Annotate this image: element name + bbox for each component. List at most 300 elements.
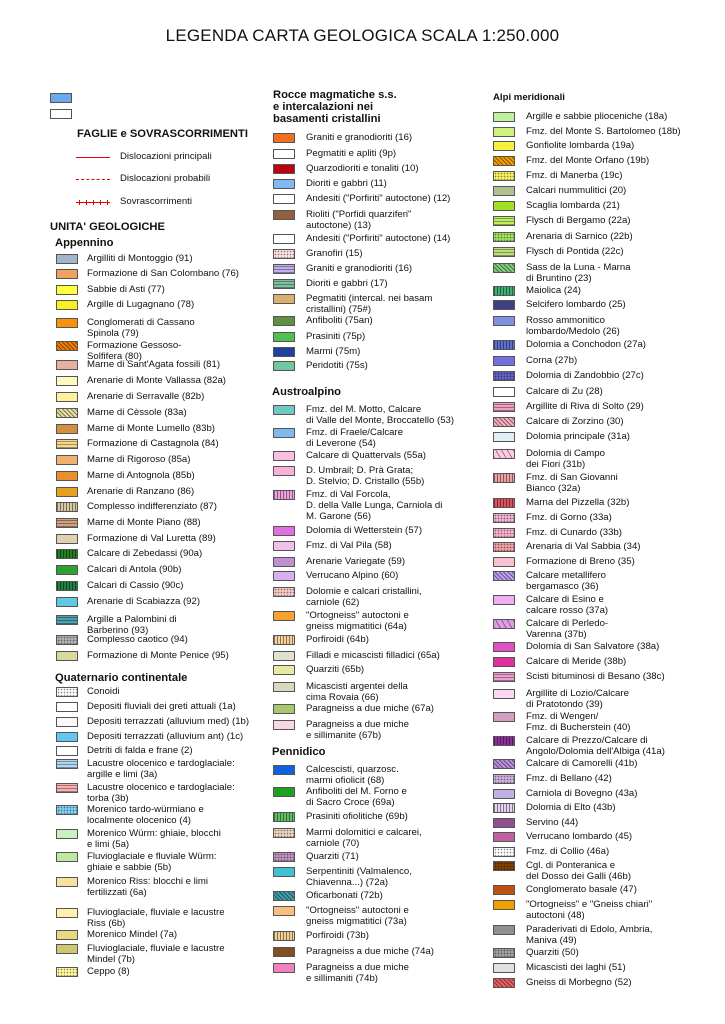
legend-swatch <box>493 286 515 296</box>
legend-label-line2: e sillimaniti (74b) <box>306 973 378 984</box>
legend-swatch <box>493 371 515 381</box>
units-title: UNITA' GEOLOGICHE <box>50 221 165 233</box>
legend-label: Fmz. di Wengen/ <box>526 711 599 722</box>
legend-swatch <box>56 424 78 434</box>
legend-swatch <box>493 803 515 813</box>
legend-label: Argillite di Lozio/Calcare <box>526 688 629 699</box>
legend-label: Corna (27b) <box>526 355 578 366</box>
legend-label: Fluvioglaciale, fluviale e lacustre <box>87 943 225 954</box>
legend-label: Marne di Monte Piano (88) <box>87 517 201 528</box>
legend-label: Quarziti (65b) <box>306 664 365 675</box>
legend-label: Calcare metallifero <box>526 570 606 581</box>
legend-label-line2: Barberino (93) <box>87 625 149 636</box>
legend-swatch <box>273 765 295 775</box>
legend-label: Dolomia di Wetterstein (57) <box>306 525 423 536</box>
legend-label: Dolomia principale (31a) <box>526 431 630 442</box>
legend-swatch <box>493 316 515 326</box>
legend-label: Depositi terrazzati (alluvium med) (1b) <box>87 716 250 727</box>
legend-swatch <box>56 565 78 575</box>
legend-swatch <box>56 581 78 591</box>
legend-swatch <box>56 877 78 887</box>
legend-label: Fmz. di Collio (46a) <box>526 846 610 857</box>
legend-label-line2: autoctone) (13) <box>306 220 372 231</box>
legend-label: Fmz. di Manerba (19c) <box>526 170 623 181</box>
legend-label: Fmz. di San Giovanni <box>526 472 618 483</box>
legend-label: "Ortogneiss" autoctoni e <box>306 610 409 621</box>
legend-swatch <box>56 930 78 940</box>
legend-swatch <box>493 232 515 242</box>
legend-swatch <box>493 759 515 769</box>
quaternario-title: Quaternario continentale <box>55 672 188 684</box>
legend-swatch <box>56 254 78 264</box>
legend-label-line2: ghiaie e sabbie (5b) <box>87 862 172 873</box>
legend-swatch <box>273 828 295 838</box>
fault-tick <box>79 200 80 205</box>
legend-swatch <box>56 502 78 512</box>
legend-label-line2: Solfifera (80) <box>87 351 142 362</box>
legend-label: Marne di Rigoroso (85a) <box>87 454 191 465</box>
legend-label: Fmz. del Monte Orfano (19b) <box>526 155 650 166</box>
legend-label: Prasiniti (75p) <box>306 331 366 342</box>
legend-swatch <box>56 805 78 815</box>
legend-label: Anfiboliti del M. Forno e <box>306 786 407 797</box>
legend-swatch <box>493 818 515 828</box>
legend-label-line2: Angolo/Dolomia dell'Albiga (41a) <box>526 746 665 757</box>
legend-swatch <box>493 847 515 857</box>
legend-label-line2: carniole (70) <box>306 838 360 849</box>
legend-swatch <box>493 712 515 722</box>
legend-label: Carniola di Bovegno (43a) <box>526 788 638 799</box>
legend-swatch <box>493 473 515 483</box>
fault-line-symbol <box>76 179 110 180</box>
fault-label: Dislocazioni probabili <box>120 173 211 184</box>
legend-label: Calcari di Antola (90b) <box>87 564 182 575</box>
legend-swatch <box>493 789 515 799</box>
legend-swatch <box>273 264 295 274</box>
legend-label: Complesso caotico (94) <box>87 634 188 645</box>
legend-label-line2: gneiss migmatitici (64a) <box>306 621 407 632</box>
legend-label: Fmz. del M. Motto, Calcare <box>306 404 422 415</box>
legend-label: Peridotiti (75s) <box>306 360 368 371</box>
legend-label: Dolomia di Zandobbio (27c) <box>526 370 644 381</box>
legend-label: Sabbie di Asti (77) <box>87 284 165 295</box>
legend-swatch <box>273 720 295 730</box>
legend-label-line2: Chiavenna...) (72a) <box>306 877 389 888</box>
legend-label: Detriti di falda e frane (2) <box>87 745 193 756</box>
legend-label: Calcare di Zu (28) <box>526 386 603 397</box>
legend-swatch <box>493 595 515 605</box>
legend-label: Dioriti e gabbri (17) <box>306 278 388 289</box>
legend-label: Argille e sabbie plioceniche (18a) <box>526 111 668 122</box>
legend-swatch <box>56 487 78 497</box>
legend-label: Graniti e granodioriti (16) <box>306 132 413 143</box>
legend-label: Micascisti argentei della <box>306 681 408 692</box>
legend-label: Pegmatiti (intercal. nei basam <box>306 293 433 304</box>
legend-swatch <box>273 466 295 476</box>
legend-label: Prasiniti ofiolitiche (69b) <box>306 811 408 822</box>
legend-label: Pegmatiti e apliti (9p) <box>306 148 397 159</box>
legend-swatch <box>493 963 515 973</box>
legend-swatch <box>273 164 295 174</box>
legend-swatch <box>493 672 515 682</box>
legend-label: Andesiti ("Porfiriti" autoctone) (14) <box>306 233 451 244</box>
legend-label-line2: argille e limi (3a) <box>87 769 158 780</box>
legend-label: Marne di Sant'Agata fossili (81) <box>87 359 221 370</box>
legend-swatch <box>273 867 295 877</box>
legend-swatch <box>493 948 515 958</box>
legend-swatch <box>273 557 295 567</box>
legend-label: Serpentiniti (Valmalenco, <box>306 866 412 877</box>
legend-label: Arenarie di Monte Vallassa (82a) <box>87 375 227 386</box>
legend-label: Calcare di Zebedassi (90a) <box>87 548 203 559</box>
legend-swatch <box>50 109 72 119</box>
legend-swatch <box>56 783 78 793</box>
legend-label: Formazione di Val Luretta (89) <box>87 533 216 544</box>
legend-label: Dioriti e gabbri (11) <box>306 178 387 189</box>
legend-swatch <box>273 347 295 357</box>
legend-swatch <box>56 300 78 310</box>
legend-swatch <box>273 947 295 957</box>
legend-swatch <box>493 417 515 427</box>
legend-label: Marne di Antognola (85b) <box>87 470 195 481</box>
legend-label: Gonfiolite lombarda (19a) <box>526 140 635 151</box>
legend-swatch <box>56 341 78 351</box>
legend-label: Calcare di Meride (38b) <box>526 656 627 667</box>
legend-label: Anfiboliti (75an) <box>306 315 373 326</box>
legend-swatch <box>493 774 515 784</box>
legend-swatch <box>56 687 78 697</box>
legend-label: "Ortogneiss" autoctoni e <box>306 905 409 916</box>
legend-label: Fluvioglaciale, fluviale e lacustre <box>87 907 225 918</box>
legend-label: Dolomia di San Salvatore (38a) <box>526 641 660 652</box>
legend-label: Porfiroidi (73b) <box>306 930 369 941</box>
legend-label-line2: di Valle del Monte, Broccatello (53) <box>306 415 455 426</box>
fault-tick <box>107 200 108 205</box>
legend-swatch <box>56 360 78 370</box>
legend-label: Paragneiss a due miche <box>306 719 409 730</box>
legend-swatch <box>273 234 295 244</box>
legend-swatch <box>56 455 78 465</box>
legend-swatch <box>56 318 78 328</box>
legend-label: Dolomie e calcari cristallini, <box>306 586 422 597</box>
legend-swatch <box>273 906 295 916</box>
legend-swatch <box>493 689 515 699</box>
legend-label-line2: e sillimanite (67b) <box>306 730 382 741</box>
legend-swatch <box>56 967 78 977</box>
legend-swatch <box>273 428 295 438</box>
legend-label-line2: di Leverone (54) <box>306 438 376 449</box>
legend-label: Arenaria di Sarnico (22b) <box>526 231 633 242</box>
legend-label-line2: calcare rosso (37a) <box>526 605 609 616</box>
fault-label: Dislocazioni principali <box>120 151 212 162</box>
legend-swatch <box>493 127 515 137</box>
legend-swatch <box>273 316 295 326</box>
legend-label: Fmz. di Cunardo (33b) <box>526 527 622 538</box>
legend-swatch <box>56 534 78 544</box>
legend-label-line3: M. Garone (56) <box>306 511 372 522</box>
legend-label: "Ortogneiss" e "Gneiss chiari" <box>526 899 653 910</box>
legend-label-line2: di Bruntino (23) <box>526 273 592 284</box>
legend-swatch <box>493 978 515 988</box>
legend-swatch <box>56 518 78 528</box>
legend-swatch <box>56 908 78 918</box>
legend-swatch <box>56 376 78 386</box>
legend-swatch <box>493 542 515 552</box>
legend-label-line2: gneiss migmatitici (73a) <box>306 916 407 927</box>
austroalpino-title: Austroalpino <box>272 386 341 398</box>
legend-label: Lacustre olocenico e tardoglaciale: <box>87 758 235 769</box>
legend-swatch <box>56 717 78 727</box>
legend-swatch <box>56 285 78 295</box>
legend-swatch <box>493 657 515 667</box>
legend-swatch <box>493 571 515 581</box>
legend-label: Arenaria di Val Sabbia (34) <box>526 541 641 552</box>
legend-swatch <box>493 528 515 538</box>
legend-swatch <box>493 387 515 397</box>
legend-label: Argillite di Riva di Solto (29) <box>526 401 644 412</box>
legend-swatch <box>493 201 515 211</box>
legend-label: Gneiss di Morbegno (52) <box>526 977 632 988</box>
legend-swatch <box>493 263 515 273</box>
legend-label: Dolomia di Campo <box>526 448 605 459</box>
legend-swatch <box>273 405 295 415</box>
legend-swatch <box>56 439 78 449</box>
legend-swatch <box>273 651 295 661</box>
legend-label: Calcescisti, quarzosc. <box>306 764 399 775</box>
legend-label: Depositi fluviali dei greti attuali (1a) <box>87 701 236 712</box>
legend-label: Dolomia a Conchodon (27a) <box>526 339 646 350</box>
legend-swatch <box>56 944 78 954</box>
legend-swatch <box>273 812 295 822</box>
legend-label: Oficarbonati (72b) <box>306 890 383 901</box>
legend-swatch <box>56 408 78 418</box>
legend-label: Scaglia lombarda (21) <box>526 200 620 211</box>
legend-swatch <box>273 332 295 342</box>
legend-swatch <box>56 759 78 769</box>
legend-label: Lacustre olocenico e tardoglaciale: <box>87 782 235 793</box>
fault-label: Sovrascorrimenti <box>120 196 192 207</box>
legend-swatch <box>273 133 295 143</box>
legend-swatch <box>493 340 515 350</box>
legend-label: Quarziti (71) <box>306 851 359 862</box>
legend-label: Calcare di Quattervals (55a) <box>306 450 426 461</box>
legend-label: Formazione di Monte Penice (95) <box>87 650 229 661</box>
legend-swatch <box>273 852 295 862</box>
legend-label: Formazione di Breno (35) <box>526 556 635 567</box>
legend-label: Verrucano Alpino (60) <box>306 570 399 581</box>
legend-swatch <box>493 112 515 122</box>
legend-label: Arenarie di Serravalle (82b) <box>87 391 205 402</box>
magmatic-title: e intercalazioni nei <box>273 101 374 113</box>
legend-label-line2: Spinola (79) <box>87 328 139 339</box>
legend-label: Argilliti di Montoggio (91) <box>87 253 193 264</box>
legend-label: Paragneiss a due miche (67a) <box>306 703 434 714</box>
legend-swatch <box>273 210 295 220</box>
legend-swatch <box>273 787 295 797</box>
legend-swatch <box>493 861 515 871</box>
legend-label: Dolomia di Elto (43b) <box>526 802 616 813</box>
legend-label: Argille di Lugagnano (78) <box>87 299 195 310</box>
legend-swatch <box>493 925 515 935</box>
legend-label-line2: Mindel (7b) <box>87 954 135 965</box>
legend-swatch <box>493 356 515 366</box>
legend-label-line2: bergamasco (36) <box>526 581 599 592</box>
legend-label-line2: Bianco (32a) <box>526 483 581 494</box>
legend-swatch <box>493 642 515 652</box>
legend-label: Andesiti ("Porfiriti" autoctone) (12) <box>306 193 451 204</box>
magmatic-title: Rocce magmatiche s.s. <box>273 89 397 101</box>
legend-label: Formazione di Castagnola (84) <box>87 438 219 449</box>
legend-label-line2: lombardo/Medolo (26) <box>526 326 620 337</box>
legend-label: Calcare di Camorelli (41b) <box>526 758 638 769</box>
legend-swatch <box>273 611 295 621</box>
legend-label-line2: Riss (6b) <box>87 918 126 929</box>
legend-label: Filladi e micascisti filladici (65a) <box>306 650 440 661</box>
legend-swatch <box>493 513 515 523</box>
legend-label: Morenico Riss: blocchi e limi <box>87 876 209 887</box>
fault-tick <box>100 200 101 205</box>
legend-swatch <box>273 704 295 714</box>
legend-swatch <box>493 186 515 196</box>
legend-label: Fmz. di Val Pila (58) <box>306 540 392 551</box>
legend-label: Selcifero lombardo (25) <box>526 299 626 310</box>
legend-swatch <box>273 665 295 675</box>
legend-label: Arenarie di Ranzano (86) <box>87 486 195 497</box>
legend-swatch <box>273 571 295 581</box>
legend-swatch <box>273 931 295 941</box>
legend-label-line2: dei Fiori (31b) <box>526 459 586 470</box>
legend-label: Granofiri (15) <box>306 248 363 259</box>
legend-label: Conoidi <box>87 686 120 697</box>
legend-label: Calcare di Perledo- <box>526 618 609 629</box>
legend-label-line2: di Pratotondo (39) <box>526 699 603 710</box>
legend-label: Conglomerato basale (47) <box>526 884 637 895</box>
legend-swatch <box>50 93 72 103</box>
legend-label: Micascisti dei laghi (51) <box>526 962 626 973</box>
legend-label-line2: marmi ofiolicit (68) <box>306 775 385 786</box>
fault-line-symbol <box>76 202 110 203</box>
legend-swatch <box>273 294 295 304</box>
legend-swatch <box>493 885 515 895</box>
legend-label-line2: localmente olocenico (4) <box>87 815 191 826</box>
fault-tick <box>93 200 94 205</box>
legend-label: Verrucano lombardo (45) <box>526 831 633 842</box>
legend-label: Porfiroidi (64b) <box>306 634 369 645</box>
legend-label-line2: carniole (62) <box>306 597 360 608</box>
legend-label: Marne di Cèssole (83a) <box>87 407 187 418</box>
legend-label-line2: e limi (5a) <box>87 839 130 850</box>
legend-swatch <box>493 141 515 151</box>
alpi-meridionali-title: Alpi meridionali <box>493 92 565 103</box>
legend-label: Quarziti (50) <box>526 947 579 958</box>
legend-swatch <box>273 249 295 259</box>
legend-swatch <box>56 702 78 712</box>
legend-label: Marna del Pizzella (32b) <box>526 497 630 508</box>
legend-swatch <box>273 490 295 500</box>
legend-label: Fmz. di Val Forcola, <box>306 489 391 500</box>
legend-swatch <box>273 541 295 551</box>
fault-tick <box>86 200 87 205</box>
legend-swatch <box>56 269 78 279</box>
legend-swatch <box>493 557 515 567</box>
legend-label-line2: Fmz. di Bucherstein (40) <box>526 722 631 733</box>
legend-swatch <box>493 171 515 181</box>
legend-label-line2: Maniva (49) <box>526 935 577 946</box>
legend-swatch <box>493 216 515 226</box>
faults-title: FAGLIE e SOVRASCORRIMENTI <box>77 128 248 140</box>
legend-label-line2: cristallini) (75#) <box>306 304 372 315</box>
legend-label: Marmi (75m) <box>306 346 361 357</box>
legend-label: Morenico tardo-würmiano e <box>87 804 204 815</box>
legend-swatch <box>273 963 295 973</box>
legend-swatch <box>273 526 295 536</box>
legend-swatch <box>493 900 515 910</box>
legend-swatch <box>493 402 515 412</box>
legend-label: Fluvioglaciale e fluviale Würm: <box>87 851 217 862</box>
legend-label: Calcari di Cassio (90c) <box>87 580 184 591</box>
legend-label: Paragneiss a due miche (74a) <box>306 946 434 957</box>
legend-swatch <box>493 449 515 459</box>
legend-label: Sass de la Luna - Marna <box>526 262 631 273</box>
legend-swatch <box>493 619 515 629</box>
legend-label: Paragneiss a due miche <box>306 962 409 973</box>
legend-swatch <box>493 832 515 842</box>
legend-label: Marne di Monte Lumello (83b) <box>87 423 215 434</box>
legend-swatch <box>273 179 295 189</box>
legend-label-line2: cima Rovaia (66) <box>306 692 379 703</box>
legend-label-line2: fertilizzati (6a) <box>87 887 147 898</box>
legend-label: Fmz. di Bellano (42) <box>526 773 612 784</box>
legend-swatch <box>273 891 295 901</box>
legend-label: Arenarie di Scabiazza (92) <box>87 596 201 607</box>
legend-label: Cgl. di Ponteranica e <box>526 860 616 871</box>
legend-label: Graniti e granodioriti (16) <box>306 263 413 274</box>
legend-swatch <box>493 300 515 310</box>
legend-label: Paraderivati di Edolo, Ambria, <box>526 924 653 935</box>
legend-label: Maiolica (24) <box>526 285 581 296</box>
legend-label: Ceppo (8) <box>87 966 130 977</box>
legend-swatch <box>56 732 78 742</box>
legend-swatch <box>273 682 295 692</box>
legend-swatch <box>273 635 295 645</box>
legend-label: Calcari nummulitici (20) <box>526 185 627 196</box>
legend-label: Calcare di Esino e <box>526 594 604 605</box>
legend-swatch <box>273 587 295 597</box>
magmatic-title: basamenti cristallini <box>273 113 381 125</box>
legend-swatch <box>56 746 78 756</box>
legend-label: Rosso ammonitico <box>526 315 605 326</box>
legend-label: Fmz. di Gorno (33a) <box>526 512 612 523</box>
legend-label-line2: torba (3b) <box>87 793 129 804</box>
legend-label-line2: Varenna (37b) <box>526 629 587 640</box>
legend-label-line2: D. della Valle Lunga, Carniola di <box>306 500 443 511</box>
legend-label: Fmz. del Monte S. Bartolomeo (18b) <box>526 126 681 137</box>
pennidico-title: Pennidico <box>272 746 326 758</box>
legend-swatch <box>493 156 515 166</box>
legend-swatch <box>56 635 78 645</box>
legend-label: Flysch di Pontida (22c) <box>526 246 624 257</box>
legend-label-line2: di Sacro Croce (69a) <box>306 797 395 808</box>
legend-label: Servino (44) <box>526 817 579 828</box>
legend-label: Argille a Palombini di <box>87 614 177 625</box>
legend-title: LEGENDA CARTA GEOLOGICA SCALA 1:250.000 <box>165 26 560 45</box>
legend-label: D. Umbrail; D. Prà Grata; <box>306 465 414 476</box>
legend-label: Formazione Gessoso- <box>87 340 182 351</box>
legend-swatch <box>493 432 515 442</box>
legend-label: Morenico Mindel (7a) <box>87 929 178 940</box>
legend-label: Quarzodioriti e tonaliti (10) <box>306 163 419 174</box>
legend-swatch <box>56 615 78 625</box>
